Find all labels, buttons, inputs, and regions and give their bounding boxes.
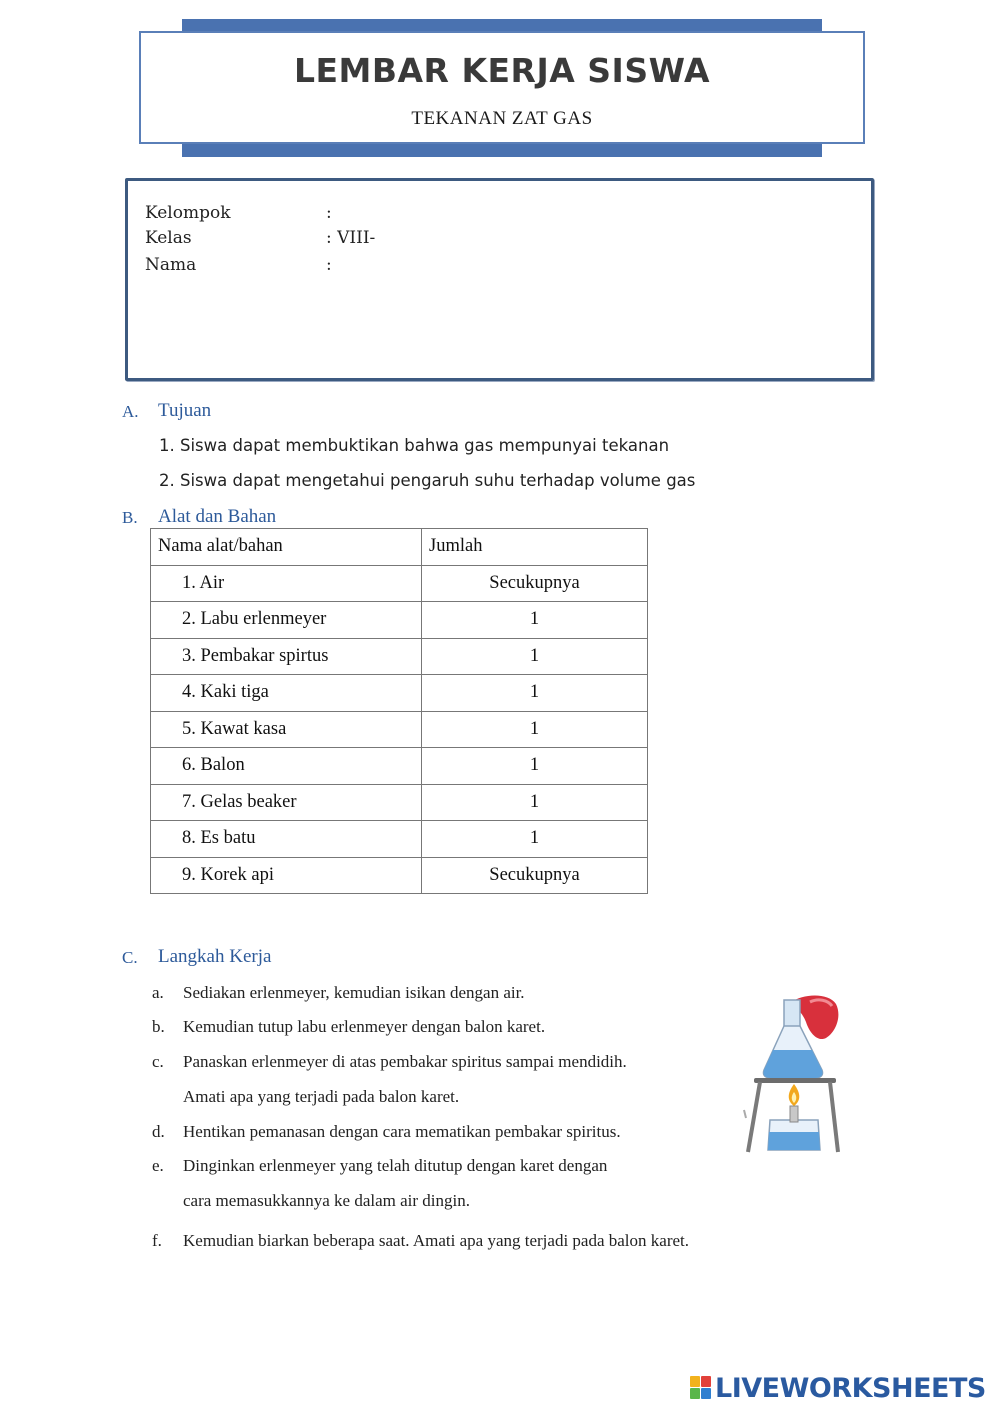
step-item — [152, 1122, 732, 1142]
liveworksheets-logo-icon — [690, 1376, 712, 1400]
step-line: Panaskan erlenmeyer di atas pembakar spiritus sampai mendidih. — [183, 1052, 627, 1071]
identity-value-field[interactable]: : VIII- — [326, 228, 376, 248]
tool-name: 9. Korek api — [151, 857, 422, 894]
section-a-title: Tujuan — [158, 400, 212, 421]
step-letter: e. — [152, 1156, 164, 1175]
step-line: Amati apa yang terjadi pada balon karet. — [183, 1087, 460, 1106]
tool-quantity: Secukupnya — [422, 857, 648, 894]
identity-box — [125, 178, 874, 381]
step-line: Sediakan erlenmeyer, kemudian isikan dengan air. — [183, 983, 525, 1002]
page-subtitle: TEKANAN ZAT GAS — [411, 108, 593, 129]
tool-name: 7. Gelas beaker — [151, 784, 422, 821]
tool-quantity: 1 — [422, 784, 648, 821]
step-letter: a. — [152, 983, 164, 1002]
identity-label: Kelompok — [145, 203, 231, 223]
step-line: Hentikan pemanasan dengan cara mematikan pembakar spiritus. — [183, 1122, 621, 1141]
step-line: Dinginkan erlenmeyer yang telah ditutup dengan karet dengan — [183, 1156, 608, 1175]
tool-quantity: 1 — [422, 675, 648, 712]
section-c-letter: C. — [122, 948, 138, 967]
tool-name: 8. Es batu — [151, 821, 422, 858]
identity-row-kelas — [145, 228, 375, 248]
tools-table — [150, 528, 648, 894]
banner-top-stripe — [182, 19, 822, 31]
tool-quantity: 1 — [422, 711, 648, 748]
table-row — [151, 748, 648, 785]
column-header: Jumlah — [422, 529, 648, 566]
liveworksheets-logo-text: LIVEWORKSHEETS — [715, 1372, 986, 1404]
tool-name: 5. Kawat kasa — [151, 711, 422, 748]
tool-quantity: 1 — [422, 602, 648, 639]
step-letter: c. — [152, 1052, 164, 1071]
tripod-leg-icon — [748, 1082, 760, 1152]
tool-name: 2. Labu erlenmeyer — [151, 602, 422, 639]
step-line: Kemudian biarkan beberapa saat. Amati apa yang terjadi pada balon karet. — [183, 1231, 690, 1250]
section-b-letter: B. — [122, 508, 138, 527]
flask-neck-icon — [784, 1000, 800, 1028]
table-row — [151, 602, 648, 639]
step-item — [152, 1231, 852, 1251]
table-header-row — [151, 529, 648, 566]
table-row — [151, 675, 648, 712]
experiment-illustration — [740, 992, 845, 1158]
section-a-letter: A. — [122, 402, 139, 421]
identity-value-field[interactable]: : — [326, 255, 332, 275]
column-header: Nama alat/bahan — [151, 529, 422, 566]
step-letter: f. — [152, 1231, 162, 1250]
tool-quantity: 1 — [422, 748, 648, 785]
tool-name: 6. Balon — [151, 748, 422, 785]
step-line: Kemudian tutup labu erlenmeyer dengan balon karet. — [183, 1017, 546, 1036]
section-c-title: Langkah Kerja — [158, 946, 272, 967]
table-row — [151, 711, 648, 748]
identity-row-kelompok — [145, 203, 332, 223]
banner-bottom-stripe — [182, 144, 822, 157]
identity-label: Nama — [145, 255, 197, 275]
table-row — [151, 784, 648, 821]
step-letter: b. — [152, 1017, 165, 1036]
goal-item: 1. Siswa dapat membuktikan bahwa gas mempunyai tekanan — [159, 436, 670, 455]
tool-quantity: Secukupnya — [422, 565, 648, 602]
tool-quantity: 1 — [422, 821, 648, 858]
table-row — [151, 565, 648, 602]
tool-name: 4. Kaki tiga — [151, 675, 422, 712]
step-item — [152, 1052, 732, 1107]
tool-name: 3. Pembakar spirtus — [151, 638, 422, 675]
page-title: LEMBAR KERJA SISWA — [293, 51, 711, 90]
table-row — [151, 857, 648, 894]
identity-label: Kelas — [145, 228, 192, 248]
step-item — [152, 983, 732, 1003]
step-line: cara memasukkannya ke dalam air dingin. — [183, 1191, 470, 1210]
table-row — [151, 638, 648, 675]
step-letter: d. — [152, 1122, 165, 1141]
liveworksheets-logo — [690, 1372, 986, 1404]
step-item — [152, 1017, 732, 1037]
identity-row-nama — [145, 255, 332, 275]
tool-name: 1. Air — [151, 565, 422, 602]
section-b-title: Alat dan Bahan — [158, 506, 277, 527]
tripod-ring-icon — [754, 1078, 836, 1083]
tripod-leg-icon — [830, 1082, 838, 1152]
header-banner — [139, 31, 865, 144]
identity-value-field[interactable]: : — [326, 203, 332, 223]
tool-quantity: 1 — [422, 638, 648, 675]
step-item — [152, 1156, 732, 1211]
table-row — [151, 821, 648, 858]
goal-item: 2. Siswa dapat mengetahui pengaruh suhu terhadap volume gas — [159, 471, 696, 490]
